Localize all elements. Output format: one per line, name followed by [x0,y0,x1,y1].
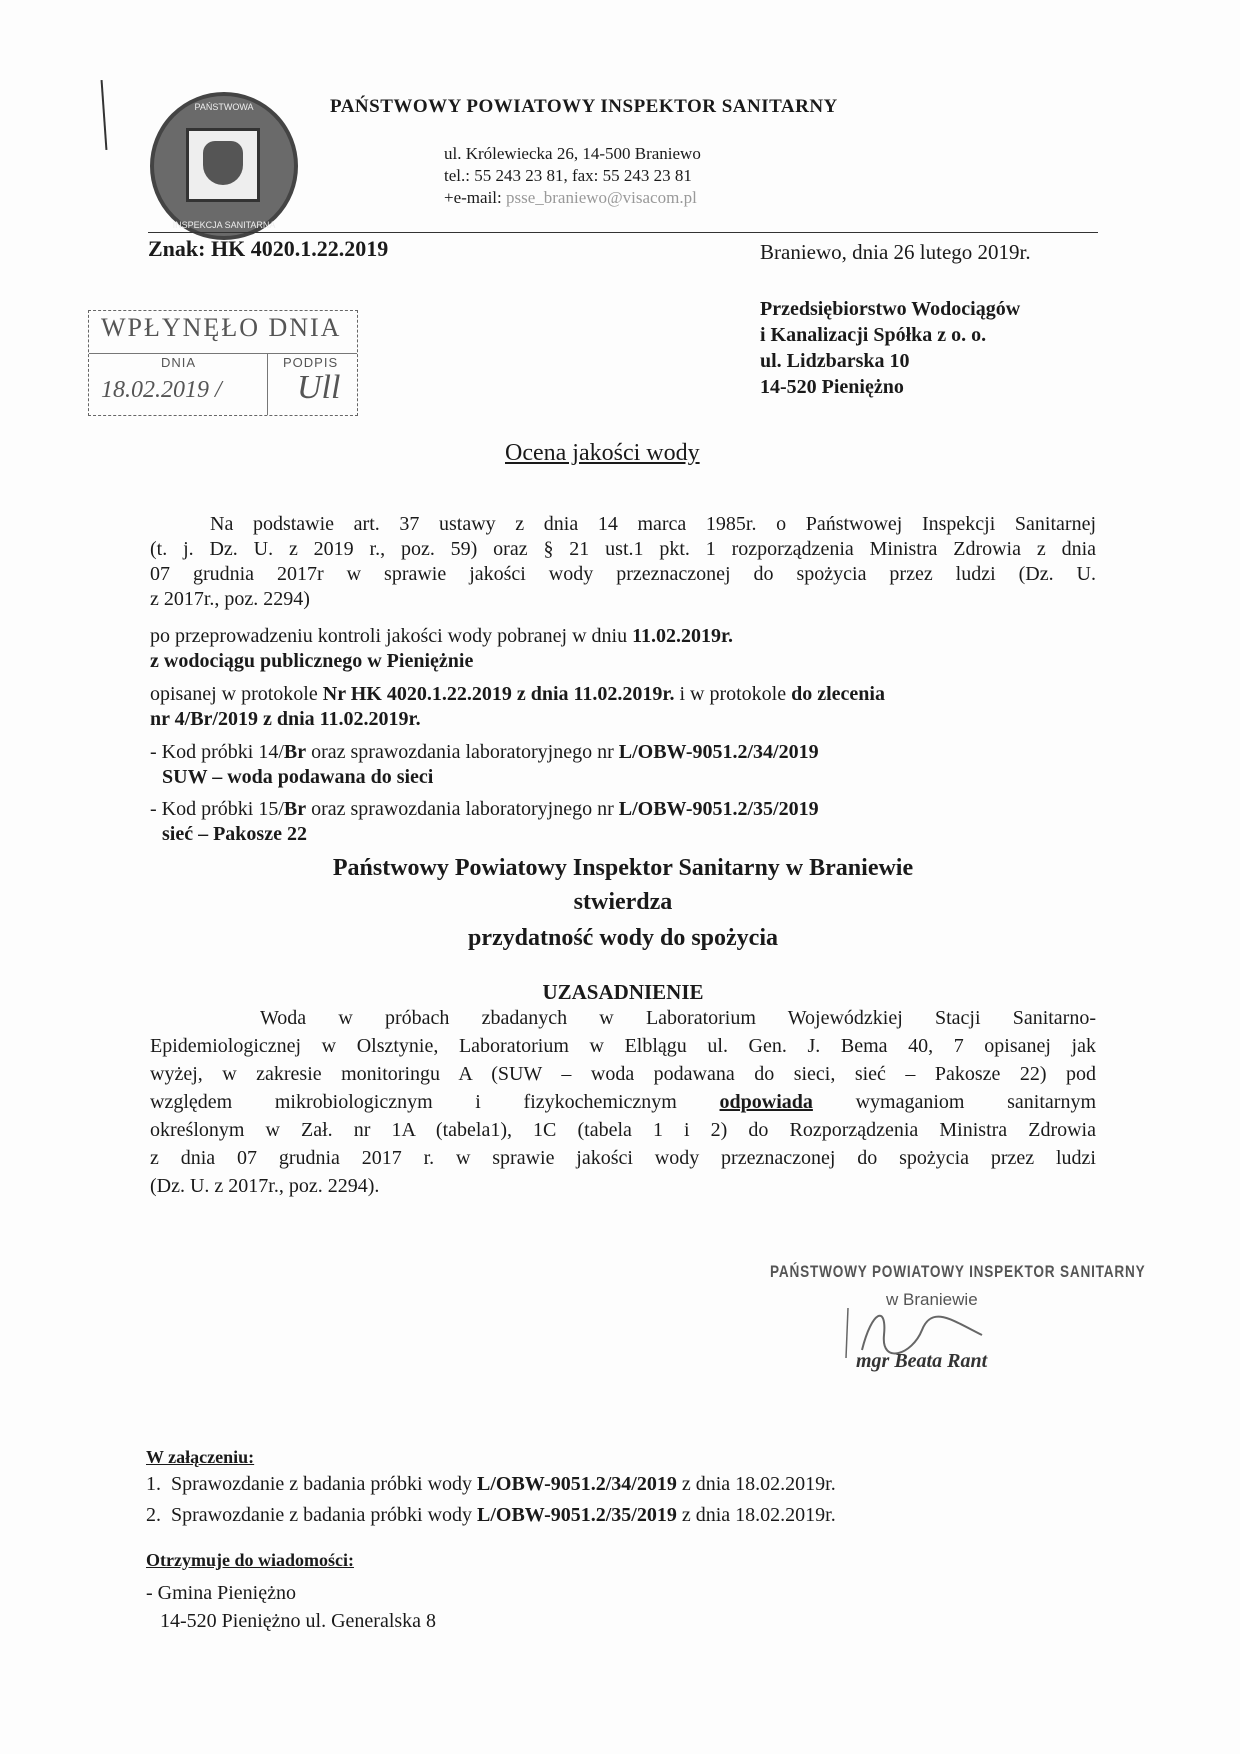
justification-line: z dnia 07 grudnia 2017 r. w sprawie jakości wody przeznaczonej do spożycia przez ludzi [150,1147,1096,1169]
basis-line: z 2017r., poz. 2294) [150,588,310,610]
recipient-line: ul. Lidzbarska 10 [760,350,910,372]
justification-line: (Dz. U. z 2017r., poz. 2294). [150,1175,380,1197]
water-source: z wodociągu publicznego w Pieniężnie [150,650,474,672]
protocol-and: i w protokole [679,683,787,705]
sample-code: Br [283,741,307,763]
recipient-line: Przedsiębiorstwo Wodociągów [760,298,1021,320]
attachment-date: z dnia 18.02.2019r. [676,1504,836,1526]
attachment-text: Sprawozdanie z badania próbki wody [171,1504,478,1526]
declaration-line: Państwowy Powiatowy Inspektor Sanitarny w Braniewie [332,855,914,881]
eagle-emblem-icon [186,128,260,202]
place-date: Braniewo, dnia 26 lutego 2019r. [760,240,1031,264]
justification-heading: UZASADNIENIE [542,980,704,1004]
recipient-line: i Kanalizacji Spółka z o. o. [760,324,987,346]
seal-text-top: PAŃSTWOWA [194,102,254,112]
protocol-number: Nr HK 4020.1.22.2019 z dnia 11.02.2019r. [322,683,675,705]
order-label: do zlecenia [791,683,885,705]
stamp-title: WPŁYNĘŁO DNIA [101,313,342,342]
justification-emphasis: odpowiada [719,1091,813,1113]
official-seal [150,92,298,240]
address-line: ul. Królewiecka 26, 14-500 Braniewo [444,144,701,163]
attachment-item [146,1473,836,1496]
sample-mid: oraz sprawozdania laboratoryjnego nr [306,741,619,763]
justification-line: wyżej, w zakresie monitoringu A (SUW – woda podawana do sieci, sieć – Pakosze 22) pod [150,1063,1096,1085]
protocol-text: opisanej w protokole [150,683,318,705]
stamp-date-label: DNIA [161,355,197,370]
recipient-line: 14-520 Pieniężno [760,376,904,398]
sample-location: SUW – woda podawana do sieci [162,766,434,788]
reference-sign: Znak: HK 4020.1.22.2019 [148,236,389,261]
signature-stamp-city: w Braniewie [886,1290,978,1309]
email-label: +e-mail: [444,188,502,207]
justification-line: określonym w Zał. nr 1A (tabela1), 1C (tabela 1 i 2) do Rozporządzenia Ministra Zdrowia [150,1119,1096,1141]
stamp-sign-label: PODPIS [283,355,339,370]
sample-code: Br [283,798,307,820]
sample-location: sieć – Pakosze 22 [162,823,307,845]
sample-report: L/OBW-9051.2/34/2019 [618,741,819,763]
justification-line: Epidemiologicznej w Olsztynie, Laboratorium w Elblągu ul. Gen. J. Bema 40, 7 opisanej jak [150,1035,1096,1057]
phone-line: tel.: 55 243 23 81, fax: 55 243 23 81 [444,166,692,185]
email-line [444,188,697,208]
sample-line [150,740,1096,765]
attachment-item [146,1504,836,1527]
attachment-report: L/OBW-9051.2/34/2019 [477,1473,677,1495]
control-text: po przeprowadzeniu kontroli jakości wody pobranej w dniu [150,625,628,647]
seal-text-bottom: INSPEKCJA SANITARNA [172,220,276,230]
sample-prefix: - Kod próbki 15/ [150,798,284,820]
document-subject: Ocena jakości wody [505,440,700,466]
sample-prefix: - Kod próbki 14/ [150,741,284,763]
declaration-line: przydatność wody do spożycia [467,925,779,951]
justification-text: względem mikrobiologicznym i fizykochemicznym [150,1091,677,1113]
basis-line: 07 grudnia 2017r w sprawie jakości wody przeznaczonej do spożycia przez ludzi (Dz. U. [150,563,1096,585]
email-link[interactable]: psse_braniewo@visacom.pl [505,188,697,207]
basis-line: Na podstawie art. 37 ustawy z dnia 14 marca 1985r. o Państwowej Inspekcji Sanitarnej [210,513,1096,535]
signature-stamp-institution: PAŃSTWOWY POWIATOWY INSPEKTOR SANITARNY [770,1262,1146,1281]
header-rule [148,232,1098,233]
sample-mid: oraz sprawozdania laboratoryjnego nr [306,798,619,820]
recipient-block [760,296,1020,400]
sample-report: L/OBW-9051.2/35/2019 [618,798,819,820]
justification-text: wymaganiom sanitarnym [855,1091,1096,1113]
cc-line: - Gmina Pieniężno [146,1582,296,1604]
justification-line [150,1090,1096,1115]
basis-line: (t. j. Dz. U. z 2019 r., poz. 59) oraz § 21 ust.1 pkt. 1 rozporządzenia Ministra Zdrowia z dnia [150,538,1096,560]
stamp-date-value: 18.02.2019 / [101,377,222,403]
cc-line: 14-520 Pieniężno ul. Generalska 8 [160,1610,437,1632]
cc-heading: Otrzymuje do wiadomości: [146,1550,354,1570]
control-line [150,624,1096,649]
declaration-line: stwierdza [573,889,673,915]
institution-title: PAŃSTWOWY POWIATOWY INSPEKTOR SANITARNY [330,96,838,117]
attachment-text: Sprawozdanie z badania próbki wody [171,1473,478,1495]
attachments-heading: W załączeniu: [146,1447,255,1467]
stamp-initials: Ull [297,369,341,406]
attachment-num: 2. [146,1504,161,1526]
protocol-line [150,682,1096,707]
justification-line: Woda w próbach zbadanych w Laboratorium Wojewódzkiej Stacji Sanitarno- [260,1007,1096,1029]
attachment-report: L/OBW-9051.2/35/2019 [477,1504,677,1526]
sample-line [150,797,1096,822]
received-stamp [88,310,358,416]
signatory-name: mgr Beata Rant [856,1350,988,1372]
attachment-num: 1. [146,1473,161,1495]
order-number: nr 4/Br/2019 z dnia 11.02.2019r. [150,708,421,730]
attachment-date: z dnia 18.02.2019r. [676,1473,836,1495]
control-date: 11.02.2019r. [632,625,734,647]
margin-mark [101,80,108,150]
